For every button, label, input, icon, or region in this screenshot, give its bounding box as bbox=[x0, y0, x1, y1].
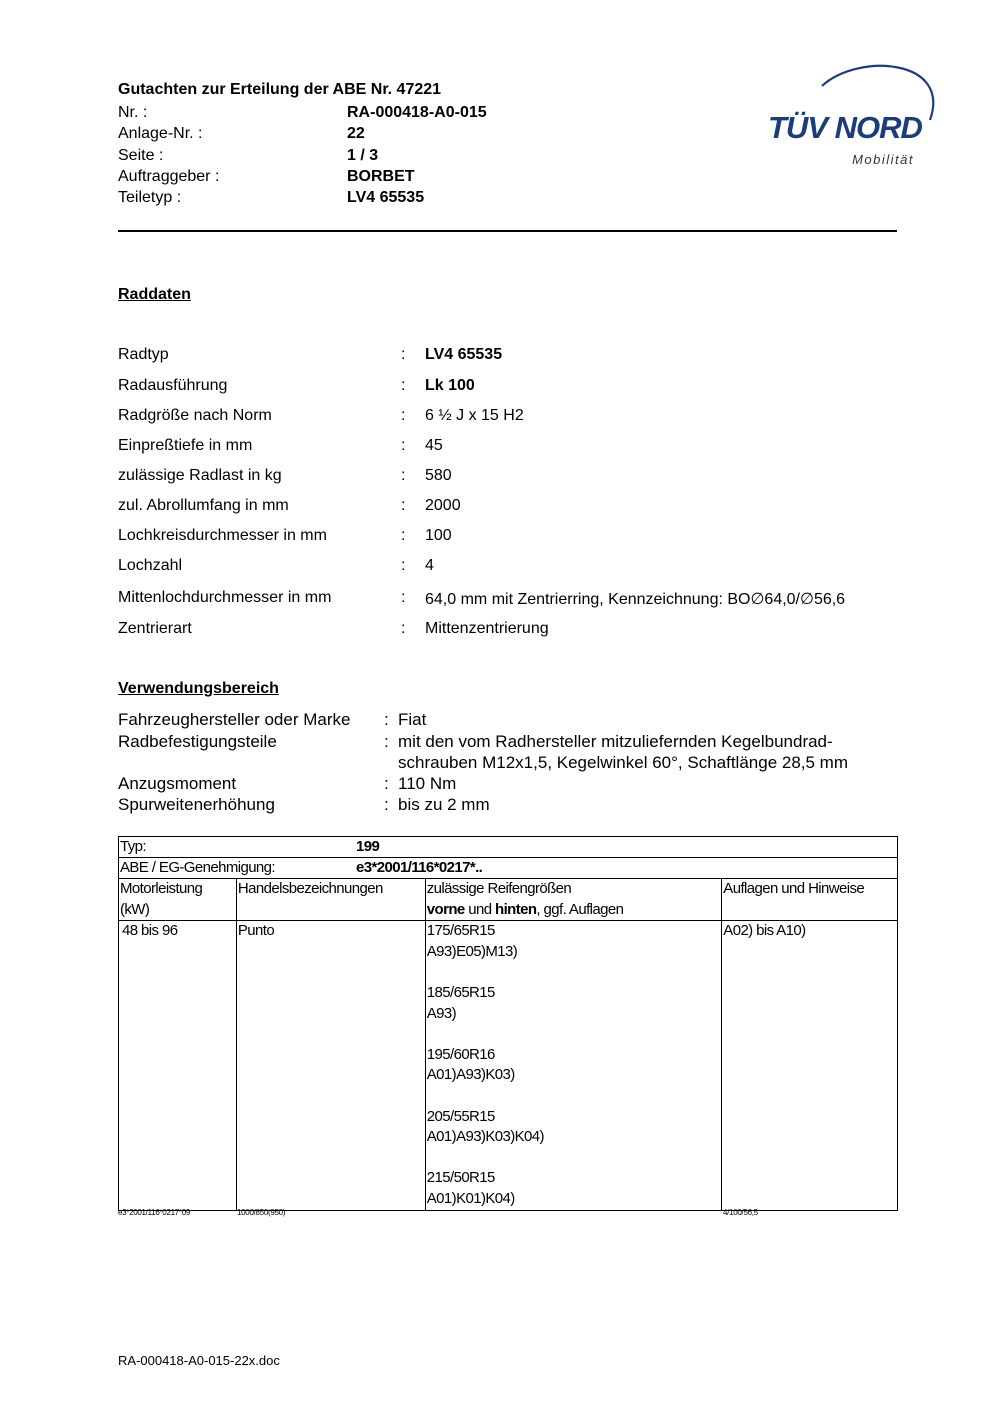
header-label: Nr. : bbox=[118, 104, 148, 121]
header-value: BORBET bbox=[347, 168, 415, 185]
tyre-spacer bbox=[427, 1148, 721, 1169]
field-value: mit den vom Radhersteller mitzuliefernden Kegelbundrad- bbox=[398, 732, 833, 751]
field-label: Lochkreisdurchmesser in mm bbox=[118, 527, 327, 544]
tyre-codes: A01)A93)K03) bbox=[426, 1066, 515, 1084]
vehicle-table bbox=[118, 836, 898, 1211]
colon: : bbox=[384, 795, 389, 814]
tyre-size: 215/50R15 bbox=[426, 1169, 495, 1187]
colon: : bbox=[401, 589, 406, 606]
field-value: 45 bbox=[425, 437, 443, 454]
field-label: Mittenlochdurchmesser in mm bbox=[118, 589, 332, 606]
table-header-row bbox=[119, 879, 898, 921]
header-motor-unit: (kW) bbox=[120, 900, 150, 918]
field-label: Anzugsmoment bbox=[118, 774, 237, 793]
table-footer-col4: 4/100/56,5 bbox=[723, 1208, 758, 1217]
header-hinten: hinten bbox=[495, 900, 537, 918]
colon: : bbox=[384, 732, 389, 751]
header-value: 1 / 3 bbox=[347, 147, 379, 164]
auflagen-value: A02) bis A10) bbox=[723, 922, 806, 940]
abe-label: ABE / EG-Genehmigung: bbox=[120, 859, 275, 876]
field-label: Einpreßtiefe in mm bbox=[118, 437, 253, 454]
field-label: Zentrierart bbox=[118, 620, 192, 637]
tyre-codes: A93)E05)M13) bbox=[426, 942, 518, 960]
motor-value: 48 bis 96 bbox=[122, 922, 178, 940]
header-divider bbox=[118, 230, 897, 232]
field-label: zul. Abrollumfang in mm bbox=[118, 497, 289, 514]
field-value: Lk 100 bbox=[425, 377, 475, 394]
field-value: bis zu 2 mm bbox=[398, 795, 490, 814]
colon: : bbox=[401, 557, 406, 574]
field-value: 2000 bbox=[425, 497, 461, 514]
tyre-spacer bbox=[427, 1024, 721, 1045]
tyre-size: 175/65R15 bbox=[426, 922, 495, 940]
header-value: LV4 65535 bbox=[347, 189, 425, 206]
document-filename: RA-000418-A0-015-22x.doc bbox=[118, 1353, 280, 1368]
header-label: Auftraggeber : bbox=[118, 168, 220, 185]
tyre-size: 205/55R15 bbox=[426, 1107, 495, 1125]
header-reifen: zulässige Reifengrößen bbox=[426, 880, 572, 897]
field-value-continuation: schrauben M12x1,5, Kegelwinkel 60°, Schaftlänge 28,5 mm bbox=[398, 753, 849, 772]
typ-value: 199 bbox=[356, 838, 380, 855]
header-auflagen-suffix: , ggf. Auflagen bbox=[536, 900, 624, 918]
header-value: 22 bbox=[347, 125, 365, 142]
header-label: Seite : bbox=[118, 147, 164, 164]
logo-subtitle: Mobilität bbox=[852, 152, 914, 167]
colon: : bbox=[384, 710, 389, 729]
header-auflagen: Auflagen und Hinweise bbox=[723, 880, 865, 897]
header-value: RA-000418-A0-015 bbox=[347, 104, 487, 121]
colon: : bbox=[384, 774, 389, 793]
table-footer-col2: 1000/850(950) bbox=[237, 1208, 286, 1217]
raddaten-title: Raddaten bbox=[118, 286, 191, 303]
tyre-size: 185/65R15 bbox=[426, 983, 495, 1001]
tyre-codes: A01)A93)K03)K04) bbox=[426, 1128, 544, 1146]
field-value: Mittenzentrierung bbox=[425, 620, 549, 637]
table-footer-col1: e3*2001/116*0217*09 bbox=[118, 1208, 191, 1217]
tyre-spacer bbox=[427, 962, 721, 983]
verwendungsbereich-title: Verwendungsbereich bbox=[118, 680, 279, 697]
typ-label: Typ: bbox=[120, 838, 146, 855]
colon: : bbox=[401, 467, 406, 484]
colon: : bbox=[401, 437, 406, 454]
tuv-nord-logo bbox=[762, 58, 942, 173]
abe-row bbox=[119, 858, 898, 879]
field-label: Fahrzeughersteller oder Marke bbox=[118, 710, 351, 729]
logo-brand: TÜV NORD bbox=[768, 110, 922, 145]
header-und: und bbox=[464, 900, 496, 918]
field-value: LV4 65535 bbox=[425, 346, 503, 363]
field-label: Radtyp bbox=[118, 346, 169, 363]
tyre-spacer bbox=[427, 1086, 721, 1107]
typ-row bbox=[119, 837, 898, 858]
colon: : bbox=[401, 497, 406, 514]
tyre-codes: A01)K01)K04) bbox=[426, 1189, 515, 1207]
field-value: 4 bbox=[425, 557, 434, 574]
header-handel: Handelsbezeichnungen bbox=[237, 880, 383, 897]
field-value: 6 ½ J x 15 H2 bbox=[425, 407, 524, 424]
header-label: Anlage-Nr. : bbox=[118, 125, 203, 142]
header-reifen-sub bbox=[427, 900, 721, 921]
header-vorne: vorne bbox=[426, 900, 465, 918]
field-value: Fiat bbox=[398, 710, 427, 729]
tyre-size: 195/60R16 bbox=[426, 1045, 495, 1063]
handel-value: Punto bbox=[237, 922, 275, 940]
field-value: 110 Nm bbox=[398, 774, 457, 793]
field-label: Radbefestigungsteile bbox=[118, 732, 277, 751]
field-value: 100 bbox=[425, 527, 452, 544]
abe-value: e3*2001/116*0217*.. bbox=[356, 859, 483, 876]
colon: : bbox=[401, 346, 406, 363]
field-label: Lochzahl bbox=[118, 557, 183, 574]
field-value: 64,0 mm mit Zentrierring, Kennzeichnung: BO∅64,0/∅56,6 bbox=[425, 591, 846, 608]
colon: : bbox=[401, 407, 406, 424]
field-label: zulässige Radlast in kg bbox=[118, 467, 282, 484]
tyre-codes: A93) bbox=[426, 1004, 457, 1022]
colon: : bbox=[401, 377, 406, 394]
report-title: Gutachten zur Erteilung der ABE Nr. 47221 bbox=[118, 81, 442, 98]
colon: : bbox=[401, 620, 406, 637]
header-label: Teiletyp : bbox=[118, 189, 182, 206]
colon: : bbox=[401, 527, 406, 544]
field-label: Radausführung bbox=[118, 377, 228, 394]
header-motor: Motorleistung bbox=[120, 880, 203, 897]
field-label: Radgröße nach Norm bbox=[118, 407, 272, 424]
field-label: Spurweitenerhöhung bbox=[118, 795, 275, 814]
field-value: 580 bbox=[425, 467, 452, 484]
table-row bbox=[119, 921, 898, 1210]
